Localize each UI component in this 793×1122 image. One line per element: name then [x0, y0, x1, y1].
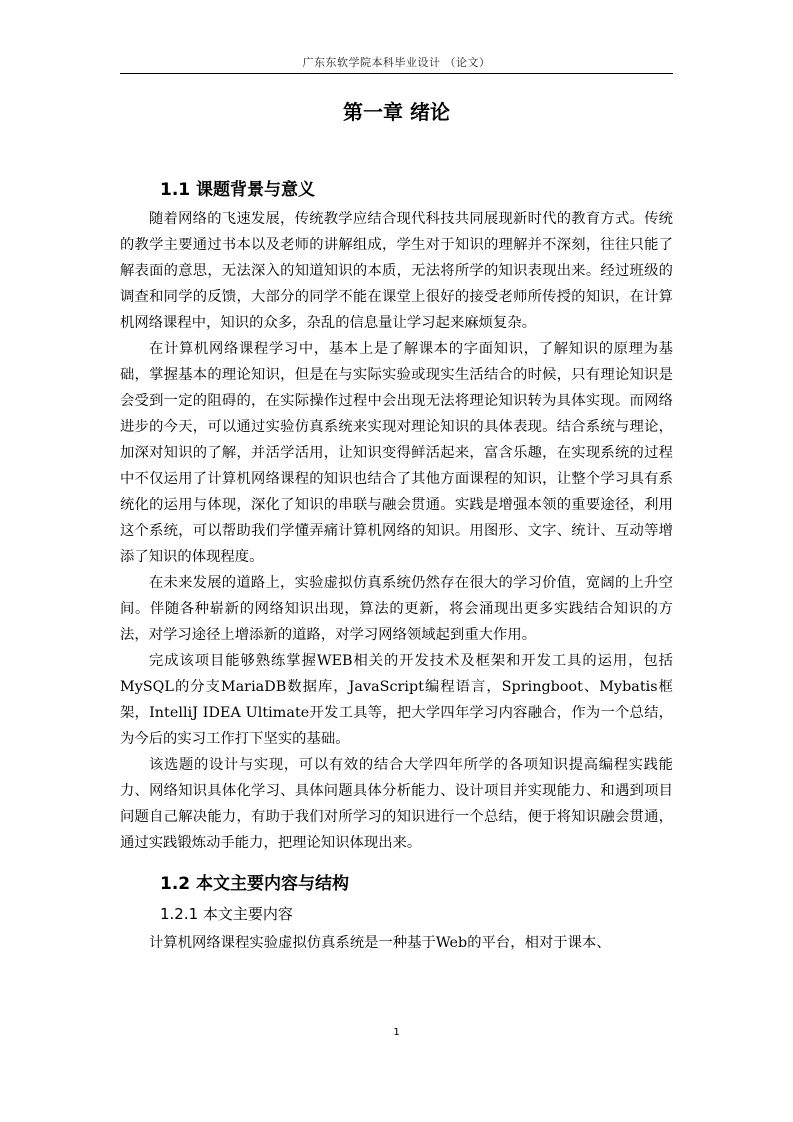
paragraph: 完成该项目能够熟练掌握WEB相关的开发技术及框架和开发工具的运用，包括MySQL的分支MariaDB数据库，JavaScript编程语言，Springboot、Mybatis框架，IntelliJ IDEA Ultimate开发工具等，把大学四年学习内容融合，作为一个总结，为今后的实习工作打下坚实的基础。	[120, 653, 673, 747]
section-heading-1-1: 1.1 课题背景与意义	[160, 180, 316, 200]
paragraph: 该选题的设计与实现，可以有效的结合大学四年所学的各项知识提高编程实践能力、网络知识具体化学习、具体问题具体分析能力、设计项目并实现能力、和遇到项目问题自己解决能力，有助于我们对所学习的知识进行一个总结，便于将知识融会贯通，通过实践锻炼动手能力，把理论知识体现出来。	[120, 757, 673, 851]
paragraph: 在计算机网络课程学习中，基本上是了解课本的字面知识，了解知识的原理为基础，掌握基本的理论知识，但是在与实际实验或现实生活结合的时候，只有理论知识是会受到一定的阻碍的，在实际操作过程中会出现无法将理论知识转为具体实现。而网络进步的今天，可以通过实验仿真系统来实现对理论知识的具体表现。结合系统与理论，加深对知识的了解，并活学活用，让知识变得鲜活起来，富含乐趣，在实现系统的过程中不仅运用了计算机网络课程的知识也结合了其他方面课程的知识，让整个学习具有系统化的运用与体现，深化了知识的串联与融会贯通。实践是增强本领的重要途径，利用这个系统，可以帮助我们学懂弄痛计算机网络的知识。用图形、文字、统计、互动等增添了知识的体现程度。	[120, 341, 673, 565]
paragraph: 随着网络的飞速发展，传统教学应结合现代科技共同展现新时代的教育方式。传统的教学主要通过书本以及老师的讲解组成，学生对于知识的理解并不深刻，往往只能了解表面的意思，无法深入的知道知识的本质，无法将所学的知识表现出来。经过班级的调查和同学的反馈，大部分的同学不能在课堂上很好的接受老师所传授的知识，在计算机网络课程中，知识的众多，杂乱的信息量让学习起来麻烦复杂。	[120, 211, 673, 331]
page-number: 1	[393, 1027, 400, 1038]
page-body	[120, 176, 673, 956]
section-heading-1-2: 1.2 本文主要内容与结构	[160, 874, 350, 894]
subsection-heading-1-2-1: 1.2.1 本文主要内容	[160, 905, 293, 923]
header-rule	[120, 73, 673, 74]
paragraph: 在未来发展的道路上，实验虚拟仿真系统仍然存在很大的学习价值，宽阔的上升空间。伴随各种崭新的网络知识出现，算法的更新，将会涌现出更多实践结合知识的方法，对学习途径上增添新的道路，对学习网络领域起到重大作用。	[120, 575, 673, 643]
running-header: 广东东软学院本科毕业设计 （论文）	[302, 56, 491, 69]
chapter-title: 第一章 绪论	[343, 100, 450, 124]
section-gap	[120, 856, 673, 870]
paragraph: 计算机网络课程实验虚拟仿真系统是一种基于Web的平台，相对于课本、	[149, 935, 611, 951]
